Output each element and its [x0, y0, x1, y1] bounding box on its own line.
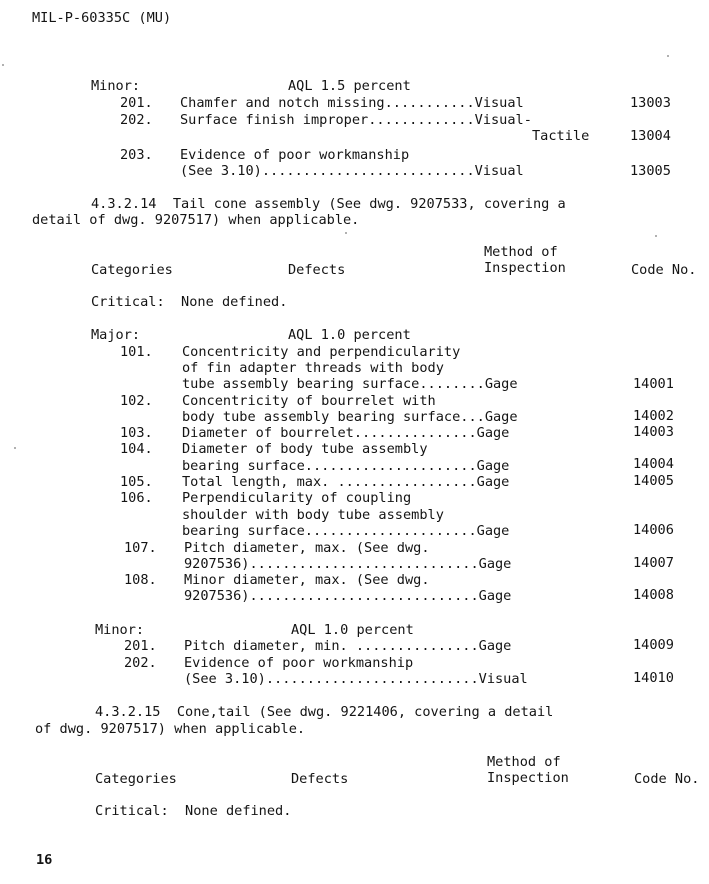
item-number: 105.: [120, 474, 153, 490]
column-header-code: Code No.: [631, 262, 697, 278]
defect-text: Evidence of poor workmanship: [184, 655, 414, 671]
defect-text: shoulder with body tube assembly: [182, 507, 444, 523]
minor-aql: AQL 1.5 percent: [288, 78, 411, 94]
item-number: 202.: [124, 655, 157, 671]
item-number: 201.: [124, 638, 157, 654]
column-header-defects: Defects: [288, 262, 346, 278]
item-number: 202.: [120, 112, 153, 128]
code-number: 14004: [633, 456, 674, 472]
defect-text: body tube assembly bearing surface...Gage: [182, 409, 518, 425]
defect-text: bearing surface.....................Gage: [182, 523, 510, 539]
code-number: 14002: [633, 408, 674, 424]
scan-speck: [667, 55, 669, 57]
column-header-inspection: Inspection: [487, 770, 569, 786]
item-number: 104.: [120, 441, 153, 457]
column-header-method: Method of: [487, 754, 561, 770]
defect-text: 9207536)............................Gage: [184, 556, 512, 572]
defect-text: Perpendicularity of coupling: [182, 490, 412, 506]
code-number: 14007: [633, 555, 674, 571]
defect-text: Minor diameter, max. (See dwg.: [184, 572, 430, 588]
defect-text: (See 3.10)..........................Visual: [184, 671, 528, 687]
item-number: 102.: [120, 393, 153, 409]
code-number: 14005: [633, 473, 674, 489]
paragraph-heading: 4.3.2.15 Cone,tail (See dwg. 9221406, covering a detail: [95, 704, 554, 720]
item-number: 108.: [124, 572, 157, 588]
critical-line: Critical: None defined.: [91, 294, 288, 310]
column-header-categories: Categories: [91, 262, 173, 278]
column-header-code: Code No.: [634, 771, 700, 787]
defect-text: Diameter of bourrelet...............Gage: [182, 425, 510, 441]
defect-text: Pitch diameter, max. (See dwg.: [184, 540, 430, 556]
scan-speck: [345, 232, 347, 234]
code-number: 14006: [633, 522, 674, 538]
item-number: 107.: [124, 540, 157, 556]
defect-text: tube assembly bearing surface........Gage: [182, 376, 518, 392]
defect-text: bearing surface.....................Gage: [182, 458, 510, 474]
defect-text: (See 3.10)..........................Visual: [180, 163, 524, 179]
code-number: 13005: [630, 163, 671, 179]
defect-text: Evidence of poor workmanship: [180, 147, 410, 163]
defect-text: 9207536)............................Gage: [184, 588, 512, 604]
code-number: 13003: [630, 95, 671, 111]
minor-label: Minor:: [95, 622, 145, 638]
scan-speck: [655, 235, 657, 237]
defect-text: Total length, max. .................Gage: [182, 474, 510, 490]
paragraph-text: of dwg. 9207517) when applicable.: [35, 721, 306, 737]
item-number: 106.: [120, 490, 153, 506]
spec-header: MIL-P-60335C (MU): [32, 10, 172, 26]
inspection-method: Tactile: [532, 128, 590, 144]
critical-line: Critical: None defined.: [95, 803, 292, 819]
code-number: 14009: [633, 637, 674, 653]
column-header-categories: Categories: [95, 771, 177, 787]
defect-text: Concentricity and perpendicularity: [182, 344, 461, 360]
code-number: 14010: [633, 670, 674, 686]
code-number: 14001: [633, 376, 674, 392]
major-label: Major:: [91, 327, 141, 343]
code-number: 13004: [630, 128, 671, 144]
defect-text: Surface finish improper.............Visual-: [180, 112, 532, 128]
item-number: 201.: [120, 95, 153, 111]
column-header-method: Method of: [484, 244, 558, 260]
minor-label: Minor:: [91, 78, 141, 94]
defect-text: Pitch diameter, min. ...............Gage: [184, 638, 512, 654]
item-number: 101.: [120, 344, 153, 360]
defect-text: Chamfer and notch missing...........Visual: [180, 95, 524, 111]
paragraph-text: detail of dwg. 9207517) when applicable.: [32, 212, 360, 228]
defect-text: Concentricity of bourrelet with: [182, 393, 436, 409]
major-aql: AQL 1.0 percent: [288, 327, 411, 343]
item-number: 203.: [120, 147, 153, 163]
paragraph-heading: 4.3.2.14 Tail cone assembly (See dwg. 9207533, covering a: [91, 196, 566, 212]
defect-text: of fin adapter threads with body: [182, 360, 444, 376]
code-number: 14003: [633, 424, 674, 440]
page-number: 16: [36, 852, 53, 868]
scan-speck: [2, 64, 4, 66]
code-number: 14008: [633, 587, 674, 603]
column-header-inspection: Inspection: [484, 260, 566, 276]
defect-text: Diameter of body tube assembly: [182, 441, 428, 457]
column-header-defects: Defects: [291, 771, 349, 787]
minor-aql: AQL 1.0 percent: [291, 622, 414, 638]
item-number: 103.: [120, 425, 153, 441]
scan-speck: [14, 447, 16, 449]
